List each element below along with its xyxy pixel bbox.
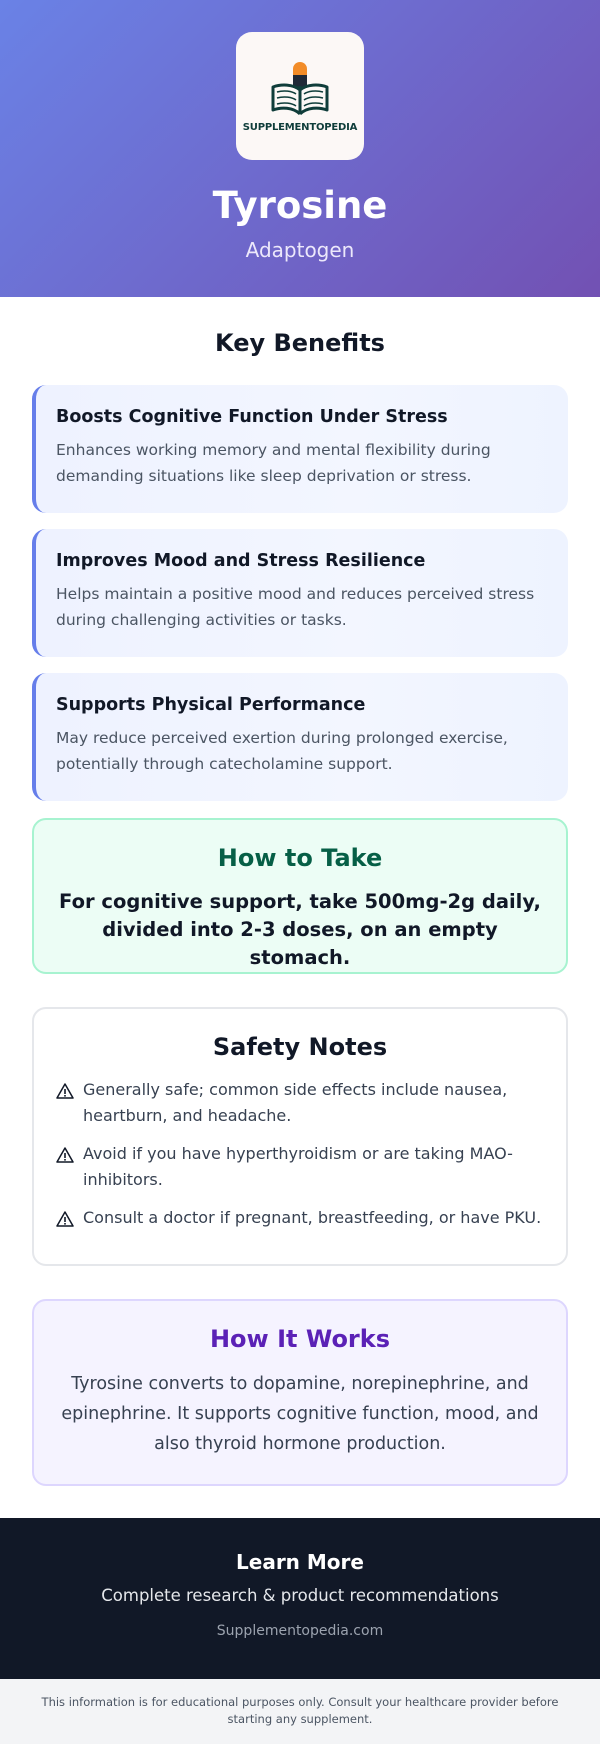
benefit-title: Boosts Cognitive Function Under Stress xyxy=(56,407,448,427)
how-to-take-card xyxy=(32,818,568,974)
benefit-description: Helps maintain a positive mood and reduces perceived stress during challenging activities or tasks. xyxy=(56,585,535,629)
benefit-card xyxy=(32,673,568,801)
supplement-category: Adaptogen xyxy=(245,238,355,263)
benefit-description: May reduce perceived exertion during prolonged exercise, potentially through catecholamine support. xyxy=(56,729,508,773)
dosage-text: For cognitive support, take 500mg-2g daily, divided into 2-3 doses, on an empty stomach. xyxy=(59,890,541,969)
how-to-take-heading: How to Take xyxy=(217,844,383,872)
book-pill-icon xyxy=(267,60,333,118)
supplement-title: Tyrosine xyxy=(212,184,388,227)
learn-more-heading: Learn More xyxy=(236,1550,364,1574)
safety-item xyxy=(56,1077,544,1129)
warning-icon xyxy=(56,1210,74,1228)
safety-item xyxy=(56,1141,544,1193)
key-benefits-heading: Key Benefits xyxy=(215,329,385,357)
brand-logo[interactable] xyxy=(236,32,364,160)
hero-header xyxy=(0,0,600,297)
site-link[interactable]: Supplementopedia.com xyxy=(216,1623,384,1639)
how-it-works-heading: How It Works xyxy=(209,1325,391,1353)
safety-list xyxy=(56,1077,544,1231)
mechanism-text: Tyrosine converts to dopamine, norepinephrine, and epinephrine. It supports cognitive function, mood, and also thyroid hormone production. xyxy=(61,1374,539,1454)
benefit-card xyxy=(32,385,568,513)
safety-item-text: Avoid if you have hyperthyroidism or are taking MAO-inhibitors. xyxy=(83,1144,513,1189)
logo-wordmark: SUPPLEMENTOPEDIA xyxy=(242,121,358,133)
learn-more-footer xyxy=(0,1518,600,1679)
benefit-card xyxy=(32,529,568,657)
warning-icon xyxy=(56,1146,74,1164)
safety-notes-card xyxy=(32,1007,568,1266)
safety-item-text: Consult a doctor if pregnant, breastfeeding, or have PKU. xyxy=(83,1208,542,1227)
benefit-title: Improves Mood and Stress Resilience xyxy=(56,551,426,571)
benefit-title: Supports Physical Performance xyxy=(56,695,366,715)
safety-notes-heading: Safety Notes xyxy=(212,1033,388,1061)
warning-icon xyxy=(56,1082,74,1100)
safety-item-text: Generally safe; common side effects include nausea, heartburn, and headache. xyxy=(83,1080,508,1125)
main-content xyxy=(0,297,600,1486)
safety-item xyxy=(56,1205,544,1231)
learn-more-tagline: Complete research & product recommendations xyxy=(101,1586,499,1605)
how-it-works-card xyxy=(32,1299,568,1486)
disclaimer-text: This information is for educational purposes only. Consult your healthcare provider before starting any supplement. xyxy=(0,1679,600,1744)
benefit-description: Enhances working memory and mental flexibility during demanding situations like sleep deprivation or stress. xyxy=(56,441,491,485)
